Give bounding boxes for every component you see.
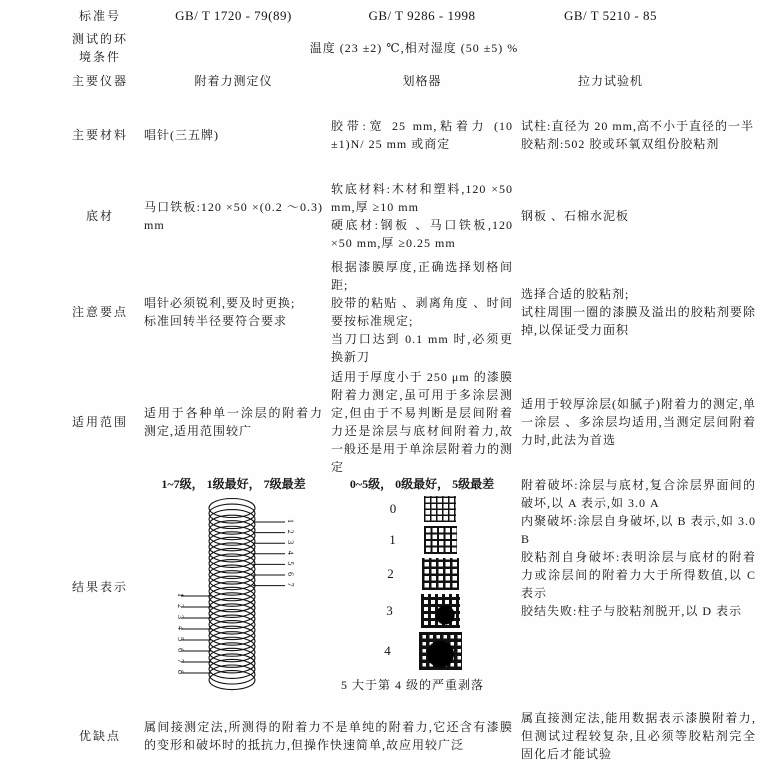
notes-col3-p2: 试柱周围一圈的漆膜及溢出的胶粘剂要除掉,以保证受力面积 [521,305,756,337]
svg-text:1: 1 [175,593,185,598]
notes-col3-p1: 选择合适的胶粘剂; [521,287,630,301]
result-col3-p3: 胶粘剂自身破坏:表明涂层与底材的附着力或涂层间的附着力大于所得数值,以 C 表示 [521,550,756,600]
svg-text:5: 5 [285,561,295,567]
crosshatch-swatch-2 [422,558,459,590]
result-col2-figure-cell [331,476,521,698]
instrument-col3: 拉力试验机 [577,74,643,88]
material-col1-text: 唱针(三五牌) [144,128,219,142]
result-col1-grade-header: 1~7级， 1级最好， 7级最差 [161,477,306,491]
pros-cons-col3-text: 属直接测定法,能用数据表示漆膜附着力,但测试过程较复杂,且必须等胶粘剂完全固化后才能试验 [521,711,756,761]
svg-text:2: 2 [175,604,185,609]
row-label-pros-cons: 优缺点 [78,729,121,743]
svg-text:6: 6 [175,648,185,653]
standard-gbt9286: GB/ T 9286 - 1998 [368,8,476,23]
result-col3 [521,476,764,698]
svg-text:6: 6 [285,572,295,577]
row-label-instrument: 主要仪器 [71,74,128,88]
scope-col3 [521,368,764,476]
result-col1-figure-cell [144,476,331,698]
result-col2-grade-header: 0~5级， 0级最好， 5级最差 [349,477,495,491]
svg-text:1: 1 [285,519,295,524]
scope-col2 [331,368,521,476]
row-label-environment-line1: 测试的环 [71,32,128,46]
environment-condition-value: 温度 (23 ±2) ℃,相对湿度 (50 ±5) % [309,41,519,55]
pros-cons-col12-text: 属间接测定法,所测得的附着力不是单纯的附着力,它还含有漆膜的变形和破坏时的抵抗力,但操作快速简单,故应用较广泛 [144,720,513,752]
substrate-col3 [521,176,764,256]
scope-col2-text: 适用于厚度小于 250 μm 的漆膜附着力测定,虽可用于多涂层测定,但由于不易判断是层间附着力还是涂层与底材间附着力,故一般还是用于单涂层附着力的测定 [331,370,514,474]
grade-2-label: 2 [387,566,394,581]
svg-text:3: 3 [285,540,295,546]
notes-col2-p3: 当刀口达到 0.1 mm 时,必须更换新刀 [331,332,513,364]
row-label-scope: 适用范围 [71,415,128,429]
scope-col3-text: 适用于较厚涂层(如腻子)附着力的测定,单一涂层 、多涂层均适用,当测定层间附着力时,此法为首选 [521,397,756,447]
standard-gbt1720: GB/ T 1720 - 79(89) [175,8,292,23]
crosshatch-grade-0 [331,496,513,522]
notes-col2 [331,256,521,368]
instrument-col1: 附着力测定仪 [194,74,273,88]
notes-col2-p2: 胶带的粘贴 、剥离角度 、时间要按标准规定; [331,296,513,328]
svg-text:7: 7 [175,659,185,664]
notes-col1-p2: 标准回转半径要符合要求 [144,314,288,328]
svg-text:2: 2 [285,529,295,535]
substrate-col1-text: 马口铁板:120 ×50 ×(0.2 ～0.3) mm [144,200,323,232]
crosshatch-grade-3 [331,594,513,628]
substrate-col3-text: 钢板 、石棉水泥板 [521,209,630,223]
notes-col3 [521,256,764,368]
grade-1-label: 1 [389,532,396,547]
scope-col1-text: 适用于各种单一涂层的附着力测定,适用范围较广 [144,406,323,438]
svg-text:4: 4 [285,550,295,556]
substrate-col1 [144,176,331,256]
spiral-scratch-illustration [167,494,301,692]
grade-4-label: 4 [384,643,391,658]
crosshatch-grade-4 [331,632,513,670]
crosshatch-swatch-4 [419,632,462,670]
row-label-standard: 标准号 [78,9,121,23]
material-col2 [331,94,521,176]
pros-cons-col12 [144,698,521,774]
substrate-col2-p1: 软底材料:木材和塑料,120 ×50 mm,厚 ≥10 mm [331,182,513,214]
row-label-environment-line2: 境条件 [78,50,121,64]
material-col1 [144,94,331,176]
crosshatch-swatch-3 [421,594,460,628]
scope-col1 [144,368,331,476]
crosshatch-swatch-1 [424,526,457,554]
svg-text:3: 3 [175,615,185,620]
crosshatch-grade-1 [331,526,513,554]
svg-text:4: 4 [175,626,185,631]
row-label-result: 结果表示 [71,580,128,594]
result-col2-grade5-note: 5 大于第 4 级的严重剥落 [341,678,485,692]
row-label-substrate: 底材 [85,209,114,223]
crosshatch-grade-2 [331,558,513,590]
material-col3 [521,94,764,176]
crosshatch-swatch-0 [424,496,456,522]
notes-col2-p1: 根据漆膜厚度,正确选择划格间距; [331,260,513,292]
substrate-col2-p2: 硬底材:钢板 、马口铁板,120 ×50 mm,厚 ≥0.25 mm [331,218,513,250]
notes-col1-p1: 唱针必须锐利,要及时更换; [144,296,296,310]
comparison-table [56,4,768,774]
notes-col1 [144,256,331,368]
instrument-col2: 划格器 [402,74,442,88]
row-label-material: 主要材料 [71,128,128,142]
standard-gbt5210: GB/ T 5210 - 85 [564,8,657,23]
svg-text:7: 7 [285,582,295,588]
svg-text:5: 5 [175,637,185,642]
row-label-notes: 注意要点 [71,305,128,319]
row-label-environment [56,28,144,68]
spiral-figure [144,494,323,692]
grade-3-label: 3 [386,603,393,618]
result-col3-p1: 附着破坏:涂层与底材,复合涂层界面间的破坏,以 A 表示,如 3.0 A [521,478,756,510]
result-col3-p4: 胶结失败:柱子与胶粘剂脱开,以 D 表示 [521,604,743,618]
material-col2-text: 胶带:宽 25 mm,粘着力 (10 ±1)N/ 25 mm 或商定 [331,119,513,151]
substrate-col2 [331,176,521,256]
result-col3-p2: 内聚破坏:涂层自身破坏,以 B 表示,如 3.0 B [521,514,756,546]
pros-cons-col3 [521,698,764,774]
grade-0-label: 0 [389,501,397,516]
material-col3-p2: 胶粘剂:502 胶或环氧双组份胶粘剂 [521,137,720,151]
material-col3-p1: 试柱:直径为 20 mm,高不小于直径的一半 [521,119,755,133]
svg-text:8: 8 [175,670,185,675]
